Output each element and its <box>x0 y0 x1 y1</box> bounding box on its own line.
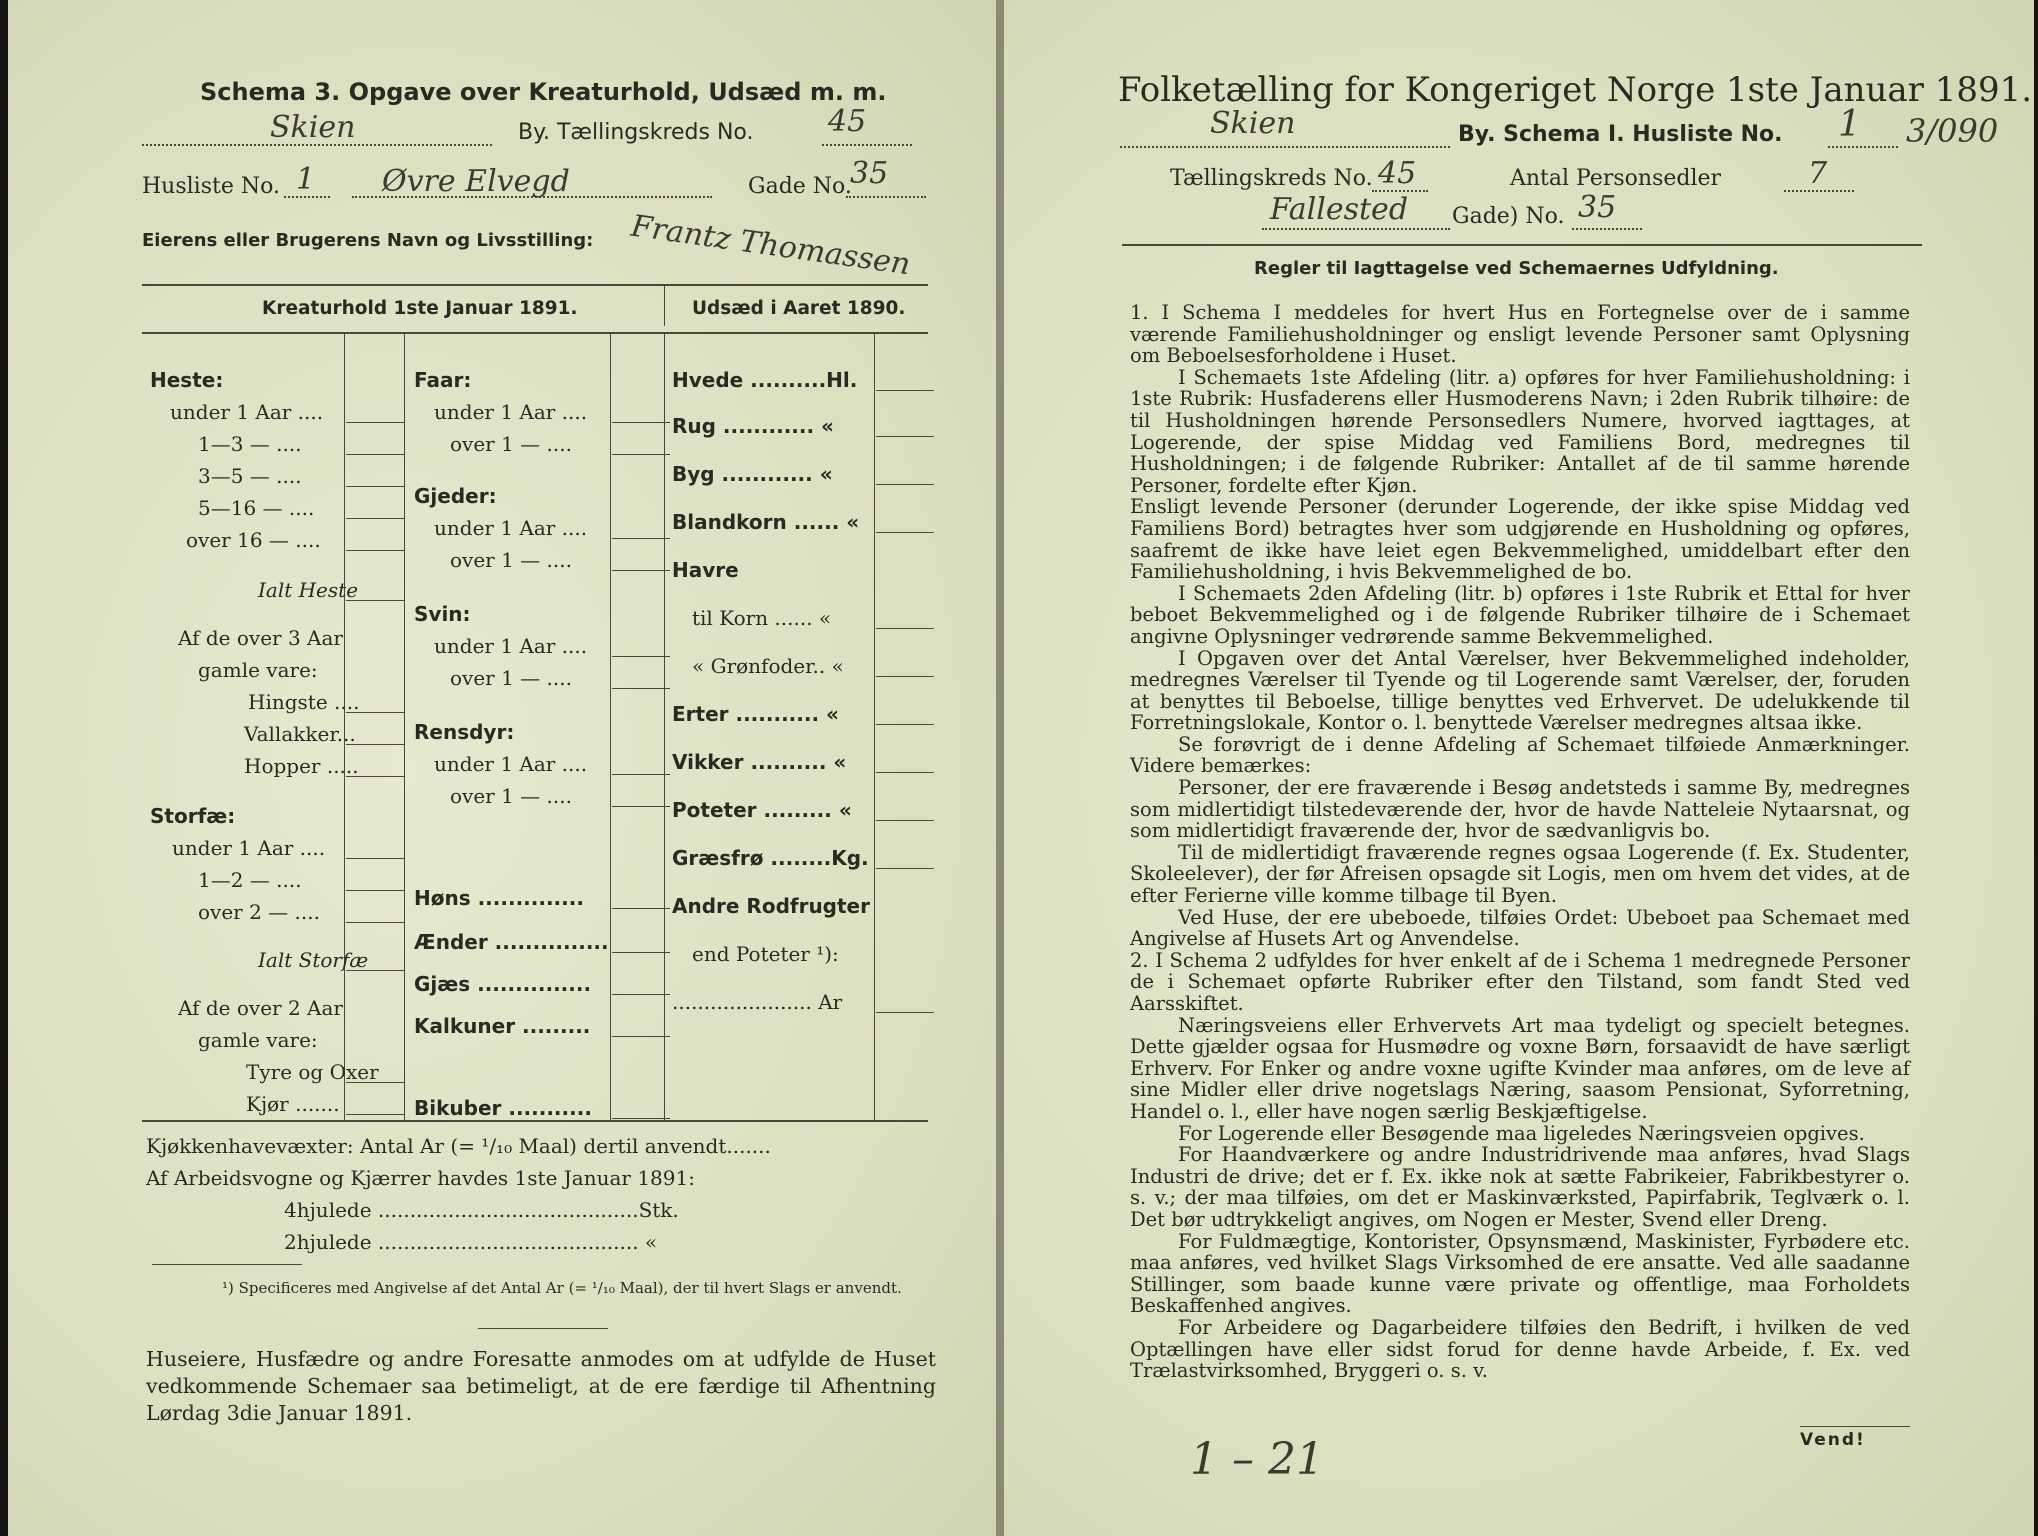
hw-husliste-right: 1 <box>1838 104 1861 145</box>
table-row-label: Storfæ: <box>150 804 236 828</box>
udsaed-header: Udsæd i Aaret 1890. <box>692 298 906 319</box>
table-row-label: gamle vare: <box>198 658 318 682</box>
table-row-label: Hvede ..........Hl. <box>672 368 858 392</box>
table-row-label: Hopper ..... <box>244 754 359 778</box>
table-row-label: Andre Rodfrugter <box>672 894 870 918</box>
rule-paragraph: Se forøvrigt de i denne Afdeling af Schemaet tilføiede Anmærkninger. Videre bemærkes: <box>1130 732 1910 778</box>
table-row-label: gamle vare: <box>198 1028 318 1052</box>
fourhjulede-line: 4hjulede .........................................Stk. <box>284 1198 679 1222</box>
rules-title: Regler til Iagttagelse ved Schemaernes Udfyldning. <box>1254 258 1779 279</box>
hw-antal: 7 <box>1808 156 1828 191</box>
rule-paragraph: 1. I Schema I meddeles for hvert Hus en Fortegnelse over de i samme værende Familiehusholdninger og ensligt levende Personer samt Oplysning om Beboelsesforholdene i Huset. <box>1130 301 1910 368</box>
table-row-label: Af de over 2 Aar <box>178 996 343 1020</box>
table-row-label: Svin: <box>414 602 471 626</box>
table-row-label: end Poteter ¹): <box>692 942 839 966</box>
table-row-label: « Grønfoder.. « <box>692 654 844 678</box>
table-row-label: Rensdyr: <box>414 720 515 744</box>
rules-text <box>1130 302 1910 1382</box>
hw-husliste-left: 1 <box>296 162 316 197</box>
table-row-label: Erter ........... « <box>672 702 839 726</box>
table-row-label: over 16 — .... <box>186 528 321 552</box>
table-row-label: 1—3 — .... <box>198 432 302 456</box>
schema1-line: By. Schema I. Husliste No. <box>1458 122 1783 147</box>
twohjulede-line: 2hjulede ......................................... « <box>284 1230 658 1254</box>
table-row-label: ...................... Ar <box>672 990 843 1014</box>
table-row-label: under 1 Aar .... <box>434 516 588 540</box>
table-row-label: Faar: <box>414 368 472 392</box>
table-row-label: Blandkorn ...... « <box>672 510 860 534</box>
table-row-label: Ialt Storfæ <box>258 948 369 972</box>
rule-paragraph: Personer, der ere fraværende i Besøg andetsteds i samme By, medregnes som midlertidigt tilstedeværende der, hvor de havde Natteleie Nytaarsnat, og som midlertidigt fraværende der, hvor de sædvanligvis bo. <box>1130 776 1910 843</box>
hw-town-left: Skien <box>270 110 356 145</box>
table-row-label: over 1 — .... <box>450 666 572 690</box>
gade-label-left: Gade No. <box>748 174 852 199</box>
table-row-label: Ialt Heste <box>258 578 359 602</box>
rule-paragraph: For Logerende eller Besøgende maa ligeledes Næringsveien opgives. <box>1178 1121 1865 1145</box>
hw-street-left: Øvre Elvegd <box>382 164 570 199</box>
table-row-label: Vikker .......... « <box>672 750 847 774</box>
table-row-label: Høns .............. <box>414 886 584 910</box>
kreds-label-right: Tællingskreds No. <box>1170 166 1373 191</box>
hw-ref-number: 3/090 <box>1906 112 1999 150</box>
table-row-label: Poteter ......... « <box>672 798 852 822</box>
rule-paragraph: For Arbeidere og Dagarbeidere tilføies den Bedrift, i hvilken de ved Optællingen have eller sidst forud for denne havde Arbeide, f. Ex. ved Trælastvirksomhed, Bryggeri o. s. v. <box>1130 1315 1910 1383</box>
hw-town-right: Skien <box>1210 106 1296 141</box>
hw-street-right: Fallested <box>1270 192 1409 227</box>
rule-paragraph: 2. I Schema 2 udfyldes for hver enkelt af de i Schema 1 medregnede Personer de i Schemaet opførte Rubriker efter den Tilstand, som fandt Sted ved Aarsskiftet. <box>1130 948 1910 1015</box>
by-kreds-label: By. Tællingskreds No. <box>518 120 754 145</box>
husliste-label-left: Husliste No. <box>142 174 280 199</box>
table-row-label: Hingste .... <box>248 690 360 714</box>
table-row-label: Tyre og Oxer <box>246 1060 379 1084</box>
census-title: Folketælling for Kongeriget Norge 1ste Januar 1891. <box>1118 70 2033 110</box>
table-row-label: til Korn ...... « <box>692 606 832 630</box>
hw-gade-left: 35 <box>850 156 889 191</box>
hw-kreds-right: 45 <box>1378 156 1417 191</box>
table-row-label: over 1 — .... <box>450 784 572 808</box>
rule-paragraph: For Fuldmægtige, Kontorister, Opsynsmænd, Maskinister, Fyrbødere etc. maa anføres, ved hvilket Slags Virksomhed de ere ansatte. Ved alle saadanne Stillinger, som baade kunne være private og offentlige, maa Forholdets Beskaffenhed angives. <box>1130 1229 1910 1318</box>
table-row-label: under 1 Aar .... <box>172 836 326 860</box>
hw-owner: Frantz Thomassen <box>628 208 913 283</box>
table-row-label: Græsfrø ........Kg. <box>672 846 869 870</box>
table-row-label: Byg ............ « <box>672 462 833 486</box>
schema3-title: Schema 3. Opgave over Kreaturhold, Udsæd m. m. <box>200 78 887 106</box>
footnote: ¹) Specificeres med Angivelse af det Antal Ar (= ¹/₁₀ Maal), der til hvert Slags er anvendt. <box>222 1279 902 1297</box>
owner-label: Eierens eller Brugerens Navn og Livsstilling: <box>142 230 594 251</box>
table-row-label: Rug ............ « <box>672 414 834 438</box>
table-row-label: Kjør ....... <box>246 1092 340 1116</box>
rule-paragraph: I Opgaven over det Antal Værelser, hver Bekvemmelighed indeholder, medregnes Værelser til Tyende og til Logerende samt Værelser, der, foruden at benyttes til Beboelse, tillige benyttes ved Erhvervet. De udelukkende til Forretningslokale, Kontor o. l. benyttede Værelser medregnes altsaa ikke. <box>1130 646 1910 735</box>
table-row-label: Gjeder: <box>414 484 497 508</box>
rule-paragraph: Næringsveiens eller Erhvervets Art maa tydeligt og specielt betegnes. Dette gjælder ogsaa for Husmødre og voxne Børn, forsaavidt de have særligt Erhverv. For Enker og andre voxne ugifte Kvinder maa anføres, om de leve af sine Midler eller drive nogetslags Næring, saasom Pensionat, Syforretning, Handel o. l., eller have nogen særlig Beskjæftigelse. <box>1130 1013 1910 1123</box>
table-row-label: Heste: <box>150 368 224 392</box>
table-row-label: under 1 Aar .... <box>434 400 588 424</box>
table-row-label: 5—16 — .... <box>198 496 315 520</box>
table-row-label: 3—5 — .... <box>198 464 302 488</box>
rule-paragraph: For Haandværkere og andre Industridrivende maa anføres, hvad Slags Industri de drive; det er f. Ex. ikke nok at sætte Fabrikeier, Fabrikbestyrer o. s. v.; der maa tilføies, om det er Maskinværksted, Papirfabrik, Teglværk o. l. Det bør udtrykkeligt angives, om Nogen er Mester, Svend eller Dreng. <box>1130 1143 1910 1231</box>
table-row-label: Havre <box>672 558 739 582</box>
table-row-label: 1—2 — .... <box>198 868 302 892</box>
hw-kreds-left: 45 <box>828 104 867 139</box>
antal-label: Antal Personsedler <box>1510 166 1722 191</box>
hw-gade-right: 35 <box>1578 190 1617 225</box>
table-row-label: under 1 Aar .... <box>170 400 324 424</box>
kreaturhold-header: Kreaturhold 1ste Januar 1891. <box>262 298 578 319</box>
table-row-label: Gjæs ............... <box>414 972 592 996</box>
table-row-label: Af de over 3 Aar <box>178 626 343 650</box>
arbeidsvogne-line: Af Arbeidsvogne og Kjærrer havdes 1ste Januar 1891: <box>146 1166 695 1190</box>
hw-page-range: 1 – 21 <box>1190 1434 1324 1485</box>
table-row-label: Bikuber ........... <box>414 1096 592 1120</box>
table-row-label: over 2 — .... <box>198 900 320 924</box>
table-row-label: Ænder ............... <box>414 930 609 954</box>
table-row-label: under 1 Aar .... <box>434 634 588 658</box>
rule-paragraph: Ensligt levende Personer (derunder Logerende, der ikke spise Middag ved Familiens Bord) betragtes hver som udgjørende en Husholdning og opføres, saafremt de ikke have leiet egen Bekvemmelighed, umiddelbart efter den Familiehusholdning, i hvis Bekvemmelighed de bo. <box>1130 495 1910 584</box>
kjokken-line: Kjøkkenhavevæxter: Antal Ar (= ¹/₁₀ Maal) dertil anvendt....... <box>146 1134 771 1158</box>
table-row-label: Vallakker... <box>244 722 356 746</box>
rule-paragraph: Ved Huse, der ere ubeboede, tilføies Ordet: Ubeboet paa Schemaet med Angivelse af Husets Art og Anvendelse. <box>1130 905 1910 951</box>
table-row-label: under 1 Aar .... <box>434 752 588 776</box>
vend-label: Vend! <box>1800 1430 1866 1450</box>
rule-paragraph: I Schemaets 2den Afdeling (litr. b) opføres i 1ste Rubrik et Ettal for hver beboet Bekvemmelighed og i de følgende Rubriker tilhøire de i Schemaet angivne Oplysninger vedrørende samme Bekvemmelighed. <box>1130 581 1910 648</box>
rule-paragraph: I Schemaets 1ste Afdeling (litr. a) opføres for hver Familiehusholdning: i 1ste Rubrik: Husfaderens eller Husmoderens Navn; i 2den Rubrik tilhøire: de til Husholdningen hørende Personsedlers Numere, hvorved iagttages, at Logerende, der spise Middag ved Familiens Bord, medregnes til Husholdningen; i de følgende Rubriker: Antallet af de til samme hørende Personer, fordelte efter Kjøn. <box>1130 365 1910 497</box>
rule-paragraph: Til de midlertidigt fraværende regnes ogsaa Logerende (f. Ex. Studenter, Skoleelever), der før Afreisen opsagde sit Logis, men om hvem det vides, at de efter Ferierne ville komme tilbage til Byen. <box>1130 840 1910 908</box>
closing-text: Huseiere, Husfædre og andre Foresatte anmodes om at udfylde de Huset vedkommende Schemaer saa betimeligt, at de ere færdige til Afhentning Lørdag 3die Januar 1891. <box>146 1347 936 1425</box>
table-row-label: over 1 — .... <box>450 432 572 456</box>
table-row-label: Kalkuner ......... <box>414 1014 591 1038</box>
gade-label-right: Gade) No. <box>1452 204 1565 229</box>
table-row-label: over 1 — .... <box>450 548 572 572</box>
